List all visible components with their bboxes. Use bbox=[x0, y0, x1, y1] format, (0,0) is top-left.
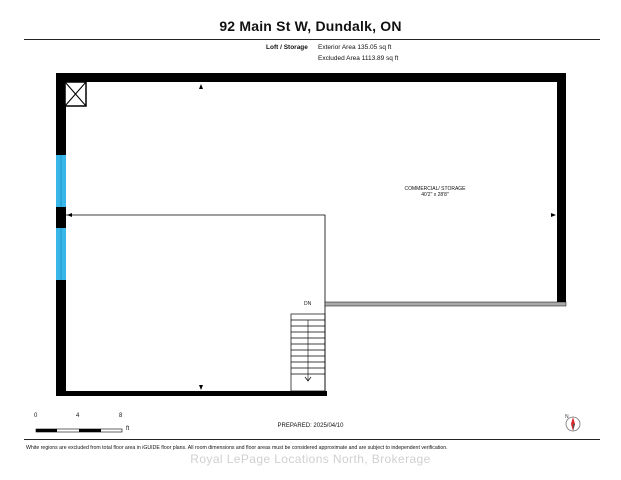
wall-step bbox=[325, 302, 566, 306]
compass-icon bbox=[562, 412, 584, 434]
disclaimer: White regions are excluded from total floor area in iGUIDE floor plans. All room dimensions and floor areas must be considered approximate and are subject to independent verification. bbox=[26, 445, 448, 451]
exterior-area: Exterior Area 135.05 sq ft bbox=[318, 44, 392, 51]
room-name: COMMERCIAL/ STORAGE bbox=[404, 186, 466, 192]
wall-right bbox=[557, 73, 566, 306]
dim-arrow-bottom bbox=[199, 385, 203, 390]
wall-top bbox=[56, 73, 566, 82]
dim-arrow-top bbox=[199, 84, 203, 89]
wall-bottom bbox=[56, 391, 327, 396]
page-title: 92 Main St W, Dundalk, ON bbox=[219, 18, 402, 34]
room-dimensions: 40'2" x 28'8" bbox=[421, 192, 449, 198]
scale-tick-4: 4 bbox=[76, 413, 80, 419]
svg-text:N: N bbox=[565, 414, 569, 420]
dim-arrow-left bbox=[67, 213, 72, 217]
level-label: Loft / Storage bbox=[266, 44, 308, 51]
scale-tick-0: 0 bbox=[34, 413, 38, 419]
prepared-date: PREPARED: 2025/04/10 bbox=[277, 423, 344, 429]
excluded-area: Excluded Area 1113.89 sq ft bbox=[318, 55, 399, 62]
stairs bbox=[291, 314, 325, 391]
scale-unit: ft bbox=[126, 426, 130, 432]
stairs-label: DN bbox=[304, 301, 312, 307]
interior-floor-edge bbox=[66, 215, 325, 391]
dim-arrow-right bbox=[551, 213, 556, 217]
watermark: Royal LePage Locations North, Brokerage bbox=[190, 452, 431, 466]
scale-tick-8: 8 bbox=[119, 413, 123, 419]
